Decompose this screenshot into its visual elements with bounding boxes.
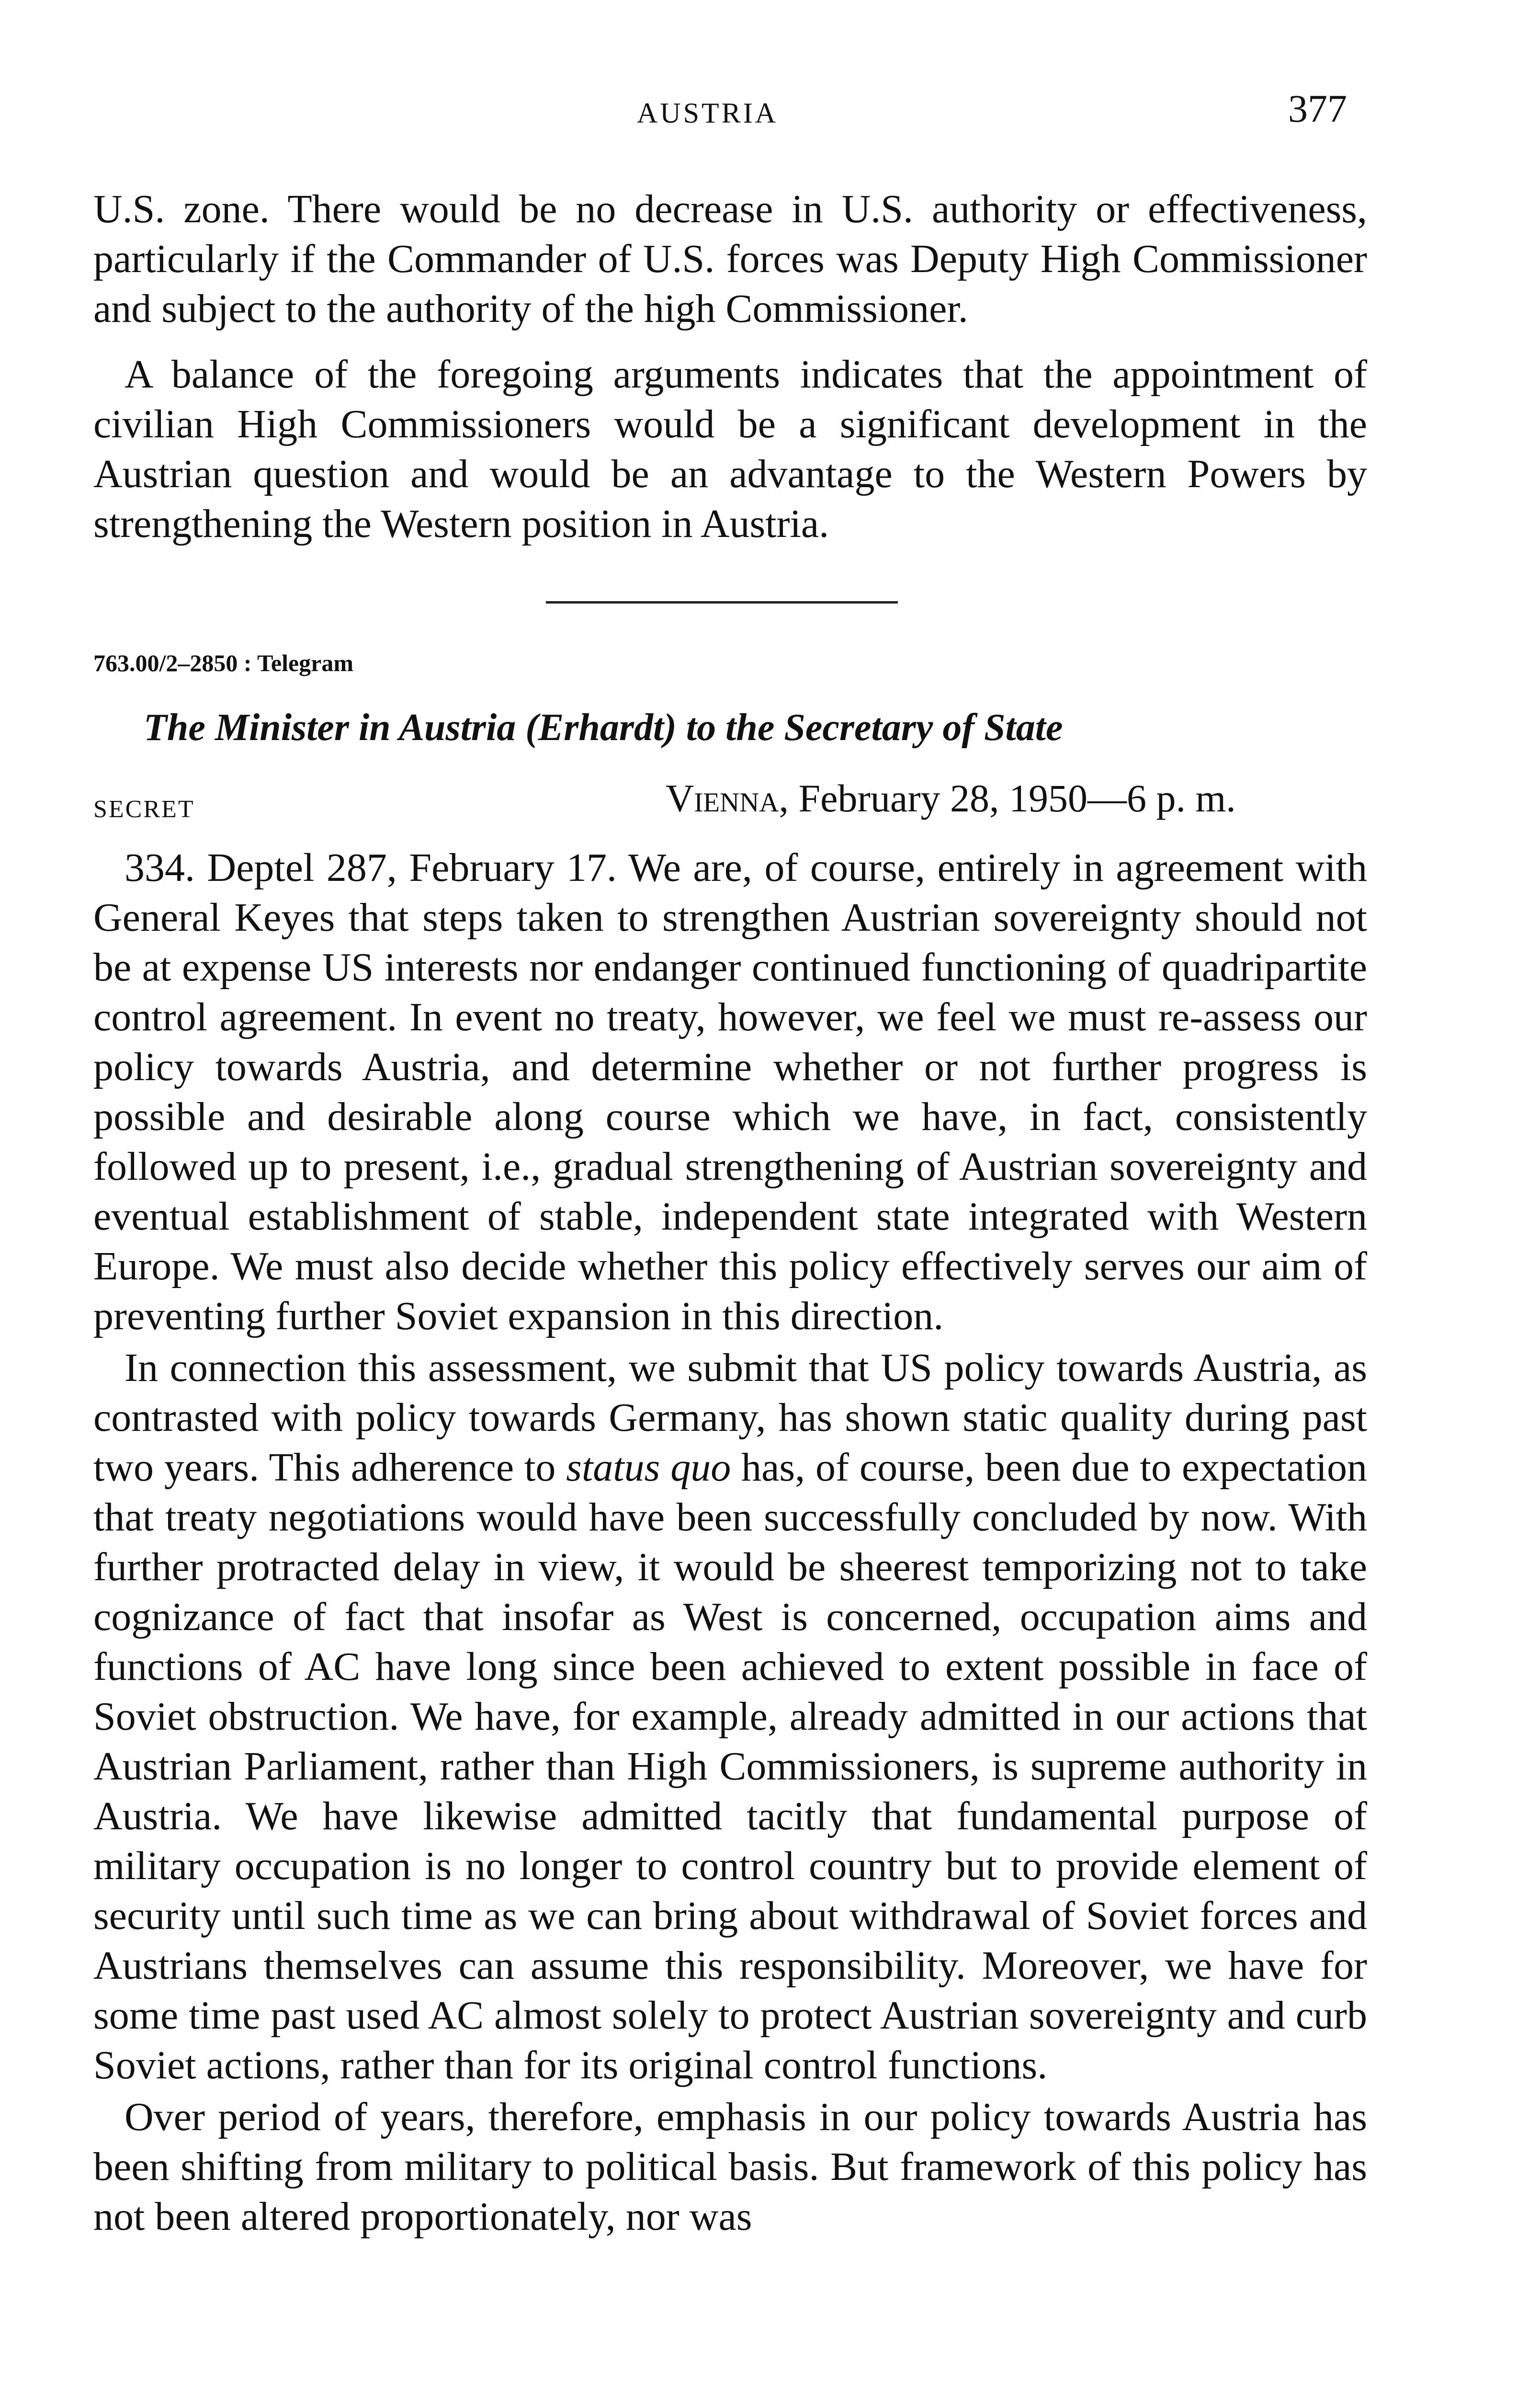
running-header [0, 86, 1540, 139]
dateline-city: Vienna [666, 776, 779, 820]
section-divider [546, 601, 898, 604]
conclusion-paragraph: A balance of the foregoing arguments indicates that the appointment of civilian High Commissioners would be a significant development in the Austrian question and would be an advantage to the Western Powers by strengthening the Western position in Austria. [93, 352, 1367, 546]
classification-label: SECRET [93, 796, 195, 823]
conclusion-text [93, 350, 1367, 549]
paragraph-2-text-before-italic: In connection this assessment, we submit that US policy towards Austria, as contrasted with policy towards Germany, has shown static quality during past two years. This adherence to [93, 1346, 1367, 1490]
continued-text [93, 184, 1367, 334]
dateline-date-time: , February 28, 1950—6 p. m. [779, 776, 1236, 820]
continued-paragraph: U.S. zone. There would be no decrease in U.S. authority or effectiveness, particularly if the Commander of U.S. forces was Deputy High Commissioner and subject to the authority of the high Commissioner. [93, 187, 1367, 331]
telegram-paragraph-1: 334. Deptel 287, February 17. We are, of course, entirely in agreement with General Keyes that steps taken to strengthen Austrian sovereignty should not be at expense US interests nor endanger continued functioning of quadripartite control agreement. In event no treaty, however, we feel we must re-assess our policy towards Austria, and determine whether or not further progress is possible and desirable along course which we have, in fact, consistently followed up to present, i.e., gradual strengthening of Austrian sovereignty and eventual establishment of stable, independent state integrated with Western Europe. We must also decide whether this policy effectively serves our aim of preventing further Soviet expansion in this direction. [93, 845, 1367, 1338]
running-title: AUSTRIA [637, 97, 779, 129]
telegram-paragraph-3: Over period of years, therefore, emphasis in our policy towards Austria has been shifting from military to political basis. But framework of this policy has not been altered proportionately, nor was [93, 2095, 1367, 2239]
telegram-body [93, 843, 1367, 2242]
document-title: The Minister in Austria (Erhardt) to the Secretary of State [144, 706, 1063, 749]
paragraph-2-text-after-italic: has, of course, been due to expectation that treaty negotiations would have been successfully concluded by now. With further protracted delay in view, it would be sheerest temporizing not to take cognizance of fact that insofar as West is concerned, occupation aims and functions of AC have long since been achieved to extent possible in face of Soviet obstruction. We have, for example, already admitted in our actions that Austrian Parliament, rather than High Commissioners, is supreme authority in Austria. We have likewise admitted tacitly that fundamental purpose of military occupation is no longer to control country but to provide element of security until such time as we can bring about withdrawal of Soviet forces and Austrians themselves can assume this responsibility. Moreover, we have for some time past used AC almost solely to protect Austrian sovereignty and curb Soviet actions, rather than for its original control functions. [93, 1445, 1367, 2087]
dateline [666, 776, 1236, 821]
status-quo-italic: status quo [566, 1445, 731, 1490]
file-reference: 763.00/2–2850 : Telegram [93, 650, 354, 676]
telegram-paragraph-2 [93, 1343, 1367, 2090]
page-number: 377 [1288, 87, 1347, 130]
